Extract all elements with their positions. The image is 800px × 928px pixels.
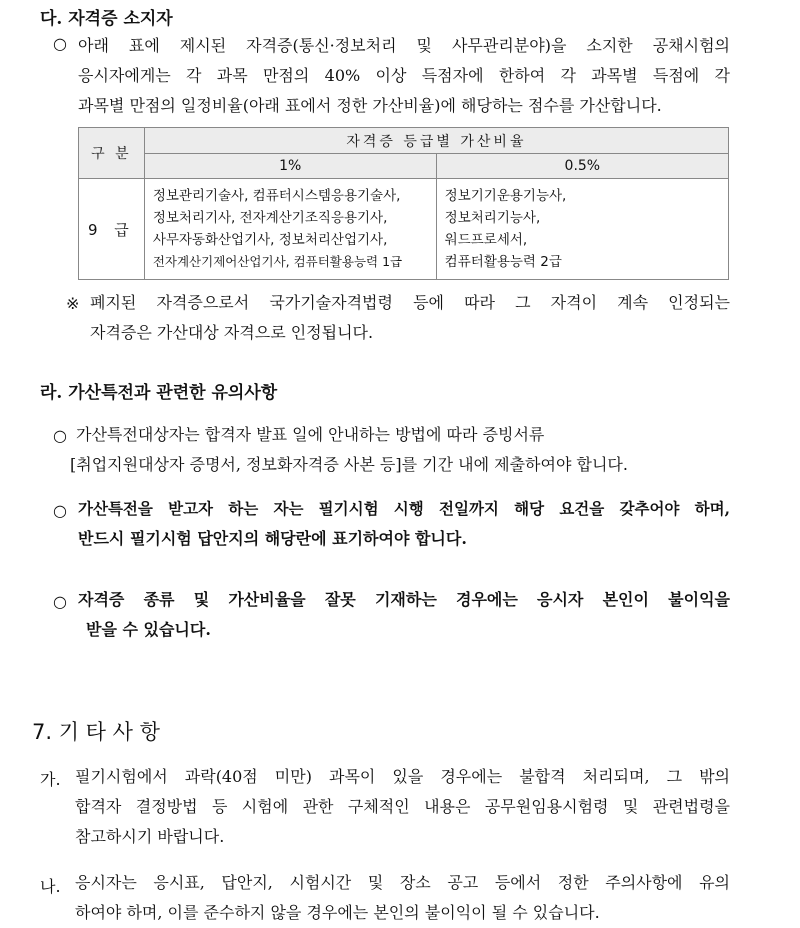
grade-cell: 9 급 <box>79 179 145 280</box>
certificate-bonus-table <box>78 127 729 280</box>
paragraph-line: 응시자에게는 각 과목 만점의 40% 이상 득점자에 한하여 각 과목별 득점에 각 <box>78 66 730 85</box>
paragraph-line: [취업지원대상자 증명서, 정보화자격증 사본 등]를 기간 내에 제출하여야 합니다. <box>70 455 628 474</box>
col-header-05pct: 0.5% <box>436 154 728 179</box>
note-paragraph <box>90 288 730 348</box>
section-da-paragraph <box>78 31 730 121</box>
ra-item-3 <box>78 585 730 645</box>
paragraph-line: 합격자 결정방법 등 시험에 관한 구체적인 내용은 공무원임용시험령 및 관련법령을 <box>75 797 730 816</box>
paragraph-line: 아래 표에 제시된 자격증(통신·정보처리 및 사무관리분야)을 소지한 공채시험의 <box>78 36 730 55</box>
paragraph-line: 반드시 필기시험 답안지의 해당란에 표기하여야 합니다. <box>78 529 467 548</box>
ra-item-2 <box>78 494 730 554</box>
certificate-item: 사무자동화산업기사, 정보처리산업기사, <box>152 232 388 248</box>
paragraph-line: 과목별 만점의 일정비율(아래 표에서 정한 가산비율)에 해당하는 점수를 가산합니다. <box>78 96 662 115</box>
note-line: 폐지된 자격증으로서 국가기술자격법령 등에 따라 그 자격이 계속 인정되는 <box>90 293 730 312</box>
group-header-cell: 자격증 등급별 가산비율 <box>144 128 728 154</box>
paragraph-line: 응시자는 응시표, 답안지, 시험시간 및 장소 공고 등에서 정한 주의사항에 유의 <box>75 873 730 892</box>
col-header-1pct: 1% <box>144 154 436 179</box>
list-marker: 나. <box>40 877 61 896</box>
bullet-circle: ○ <box>53 426 67 445</box>
note-line: 자격증은 가산대상 자격으로 인정됩니다. <box>90 323 374 342</box>
section-ra-heading: 라. 가산특전과 관련한 유의사항 <box>40 383 278 403</box>
bullet-circle: ○ <box>53 501 67 520</box>
certificate-item: 전자계산기제어산업기사, 컴퓨터활용능력 1급 <box>152 254 403 269</box>
list-marker: 가. <box>40 770 61 789</box>
paragraph-line: 자격증 종류 및 가산비율을 잘못 기재하는 경우에는 응시자 본인이 불이익을 <box>78 590 730 609</box>
row-header-cell: 구 분 <box>79 128 145 179</box>
col1-certificates <box>144 179 436 280</box>
certificate-item: 정보처리기사, 전자계산기조직응용기사, <box>152 210 388 226</box>
ra-item-1 <box>70 420 730 480</box>
certificate-item: 정보기기운용기능사, <box>444 188 567 204</box>
certificate-item: 정보처리기능사, <box>444 210 541 226</box>
paragraph-line: 가산특전대상자는 합격자 발표 일에 안내하는 방법에 따라 증빙서류 <box>76 425 545 444</box>
certificate-item: 정보관리기술사, 컴퓨터시스템응용기술사, <box>152 188 401 204</box>
certificate-item: 워드프로세서, <box>444 232 528 248</box>
section-7-heading: 7. 기 타 사 항 <box>32 720 160 744</box>
section-7-item-ga <box>75 762 730 852</box>
paragraph-line: 필기시험에서 과락(40점 미만) 과목이 있을 경우에는 불합격 처리되며, 그 밖의 <box>75 767 730 786</box>
paragraph-line: 가산특전을 받고자 하는 자는 필기시험 시행 전일까지 해당 요건을 갖추어야 하며, <box>78 499 730 518</box>
paragraph-line: 참고하시기 바랍니다. <box>75 827 225 846</box>
paragraph-line: 하여야 하며, 이를 준수하지 않을 경우에는 본인의 불이익이 될 수 있습니다. <box>75 903 600 922</box>
note-mark: ※ <box>66 294 80 313</box>
section-da-heading: 다. 자격증 소지자 <box>40 9 173 29</box>
col2-certificates <box>436 179 728 280</box>
bullet-circle: ○ <box>53 34 67 53</box>
certificate-item: 컴퓨터활용능력 2급 <box>444 254 562 270</box>
bullet-circle: ○ <box>53 592 67 611</box>
section-7-item-na <box>75 868 730 928</box>
paragraph-line: 받을 수 있습니다. <box>86 620 211 639</box>
